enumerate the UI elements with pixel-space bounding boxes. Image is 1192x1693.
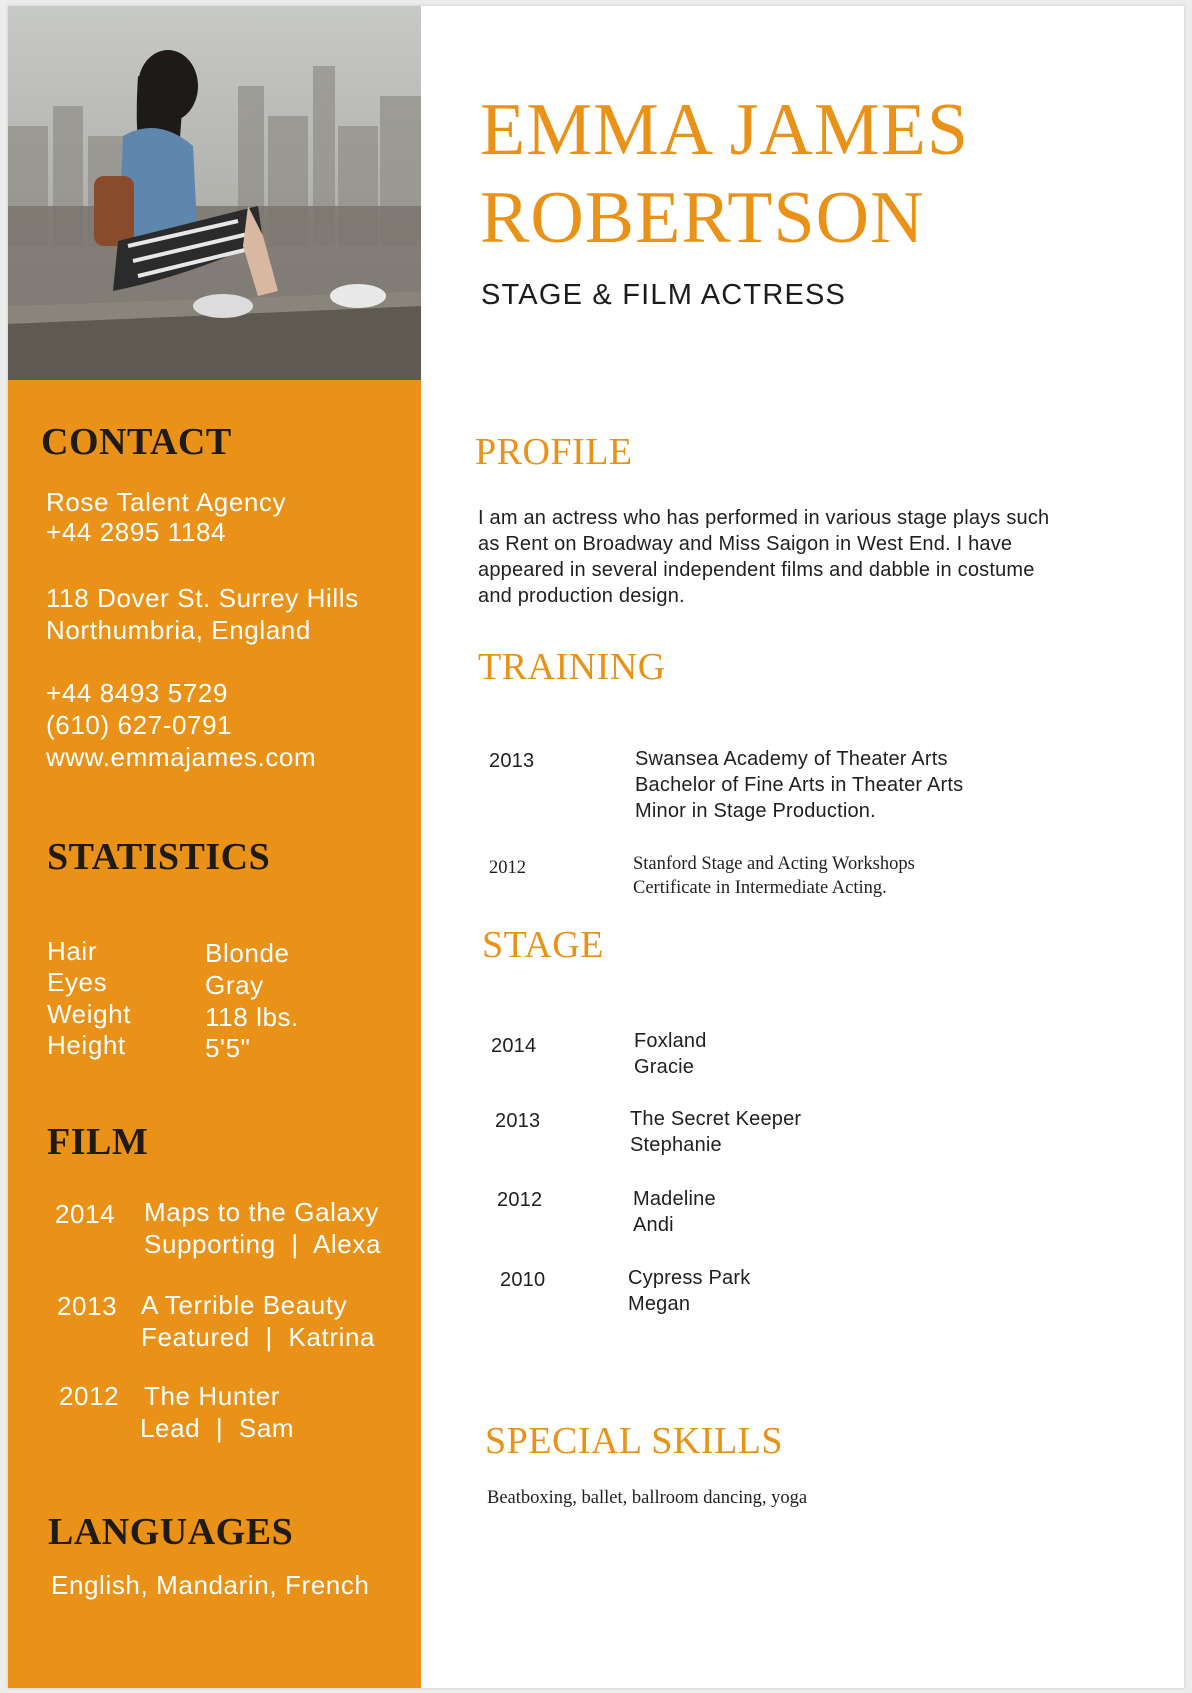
contact-phone-2: (610) 627-0791 <box>46 710 233 740</box>
languages-heading: LANGUAGES <box>48 1511 294 1553</box>
film-heading: FILM <box>47 1121 149 1163</box>
contact-address-line1: 118 Dover St. Surrey Hills <box>46 583 359 613</box>
city-rooftop-image <box>8 6 421 380</box>
name-title <box>480 86 969 262</box>
training-year: 2013 <box>489 750 535 772</box>
stage-entry <box>633 1186 716 1238</box>
contact-website[interactable]: www.emmajames.com <box>46 742 317 772</box>
film-year: 2014 <box>55 1199 116 1229</box>
training-year: 2012 <box>489 858 526 878</box>
watermark-text[interactable]: Tap to remove watermark <box>608 1603 1083 1647</box>
stat-weight-label: Weight <box>47 999 132 1029</box>
stage-title: The Secret Keeper <box>630 1108 802 1130</box>
stage-role: Gracie <box>634 1056 695 1078</box>
training-line: Stanford Stage and Acting Workshops <box>633 854 915 874</box>
contact-heading: CONTACT <box>41 421 232 463</box>
contact-phone-1: +44 8493 5729 <box>46 678 229 708</box>
stage-title: Madeline <box>633 1188 716 1210</box>
film-title: Maps to the Galaxy <box>144 1197 379 1227</box>
languages-text: English, Mandarin, French <box>51 1570 370 1600</box>
film-role: Featured | Katrina <box>141 1322 376 1352</box>
subtitle: STAGE & FILM ACTRESS <box>481 279 847 311</box>
profile-photo <box>8 6 421 380</box>
film-year: 2013 <box>57 1291 118 1321</box>
stat-weight-value: 118 lbs. <box>205 1002 299 1032</box>
stage-year: 2014 <box>491 1035 537 1057</box>
training-line: Swansea Academy of Theater Arts <box>635 748 948 770</box>
stat-height-label: Height <box>47 1030 126 1060</box>
training-line: Bachelor of Fine Arts in Theater Arts <box>635 774 964 796</box>
profile-line: as Rent on Broadway and Miss Saigon in West End. I have <box>478 533 1013 555</box>
contact-agency: Rose Talent Agency <box>46 487 287 517</box>
film-year: 2012 <box>59 1381 120 1411</box>
name-line-2: ROBERTSON <box>480 177 925 259</box>
training-line: Certificate in Intermediate Acting. <box>633 878 887 898</box>
training-entry <box>633 852 915 900</box>
film-title: A Terrible Beauty <box>141 1290 348 1320</box>
stat-hair-label: Hair <box>47 936 98 966</box>
stage-role: Stephanie <box>630 1134 722 1156</box>
sidebar <box>8 380 421 1688</box>
skills-text: Beatboxing, ballet, ballroom dancing, yoga <box>487 1488 808 1508</box>
statistics-heading: STATISTICS <box>47 836 271 878</box>
training-entry <box>635 746 963 824</box>
stage-role: Andi <box>633 1214 674 1236</box>
film-title: The Hunter <box>144 1381 281 1411</box>
stat-hair-value: Blonde <box>205 938 290 968</box>
contact-address-line2: Northumbria, England <box>46 615 311 645</box>
stage-year: 2013 <box>495 1110 541 1132</box>
skills-heading: SPECIAL SKILLS <box>485 1420 784 1462</box>
resume-page <box>8 6 1184 1688</box>
profile-line: appeared in several independent films and dabble in costume <box>478 559 1035 581</box>
stage-role: Megan <box>628 1293 691 1315</box>
stage-entry <box>628 1265 750 1317</box>
profile-line: I am an actress who has performed in various stage plays such <box>478 507 1050 529</box>
name-line-1: EMMA JAMES <box>480 89 970 171</box>
stat-height-value: 5'5" <box>205 1033 251 1063</box>
profile-heading: PROFILE <box>475 431 633 473</box>
stage-entry <box>630 1106 801 1158</box>
stat-eyes-label: Eyes <box>47 967 108 997</box>
film-role: Lead | Sam <box>140 1413 295 1443</box>
stage-year: 2010 <box>500 1269 546 1291</box>
stage-heading: STAGE <box>482 924 604 966</box>
profile-text <box>478 505 1049 609</box>
training-line: Minor in Stage Production. <box>635 800 876 822</box>
contact-agency-phone: +44 2895 1184 <box>46 517 227 547</box>
stat-eyes-value: Gray <box>205 970 264 1000</box>
training-heading: TRAINING <box>478 646 666 688</box>
film-role: Supporting | Alexa <box>144 1229 382 1259</box>
stage-entry <box>634 1028 707 1080</box>
stage-year: 2012 <box>497 1189 543 1211</box>
profile-line: and production design. <box>478 585 685 607</box>
stage-title: Cypress Park <box>628 1267 751 1289</box>
stage-title: Foxland <box>634 1030 707 1052</box>
